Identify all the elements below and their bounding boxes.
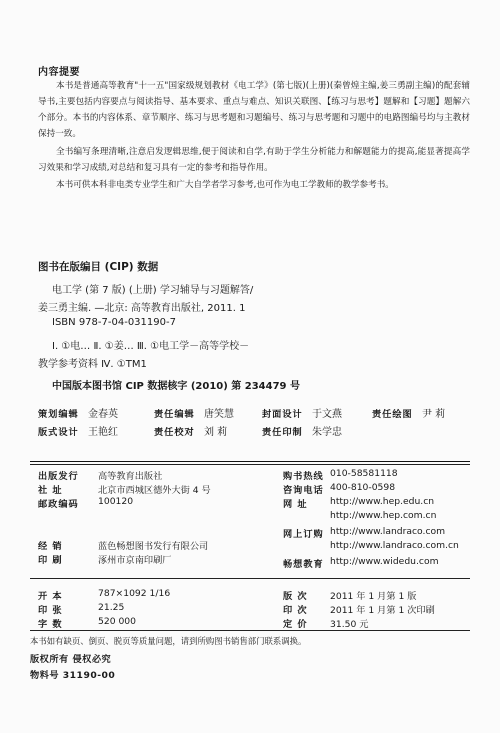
spec-value: 21.25	[98, 602, 125, 613]
summary-paragraph-2: 全书编写条理清晰,注意启发逻辑思维,便于阅读和自学,有助于学生分析能力和解题能力的提高,能显著提高学习效果和学习成绩,对总结和复习具有一定的参考和指导作用。	[38, 147, 470, 173]
credit-label: 责任绘图	[372, 409, 413, 420]
publisher-value: 400-810-0598	[330, 482, 396, 493]
publisher-label: 邮政编码	[38, 499, 79, 510]
cip-line-2: 姜三勇主编. —北京: 高等教育出版社, 2011. 1	[38, 303, 246, 314]
spec-label: 版 次	[283, 591, 308, 602]
spec-label: 定 价	[283, 619, 308, 630]
spec-value: 2011 年 1 月第 1 次印刷	[330, 605, 435, 616]
divider-bottom	[30, 630, 470, 631]
publisher-website[interactable]: http://www.hep.edu.cn	[330, 496, 435, 507]
spec-label: 印 次	[283, 605, 308, 616]
cip-heading: 图书在版编目 (CIP) 数据	[38, 261, 159, 273]
spec-label: 开 本	[38, 591, 63, 602]
item-number: 物料号 31190-00	[30, 670, 116, 681]
widedu-url[interactable]: http://www.widedu.com	[330, 556, 439, 567]
divider-top-inner	[30, 464, 470, 465]
publisher-value: 北京市西城区德外大街 4 号	[98, 485, 211, 496]
publisher-value: 010-58581118	[330, 468, 398, 479]
spec-value: 787×1092 1/16	[98, 588, 171, 599]
publisher-website[interactable]: http://www.hep.com.cn	[330, 510, 437, 521]
cip-line-1: 电工学 (第 7 版) (上册) 学习辅导与习题解答/	[52, 285, 254, 296]
publisher-value: 涿州市京南印刷厂	[98, 555, 172, 566]
publisher-label: 购书热线	[283, 471, 324, 482]
publisher-label: 印 刷	[38, 555, 63, 566]
online-order-url[interactable]: http://www.landraco.com	[330, 526, 446, 537]
divider-middle	[30, 578, 470, 579]
spec-value: 520 000	[98, 616, 136, 627]
credit-name: 唐笑慧	[204, 409, 234, 420]
cip-isbn: ISBN 978-7-04-031190-7	[52, 317, 176, 328]
credit-label: 责任校对	[154, 427, 195, 438]
credit-label: 版式设计	[38, 427, 79, 438]
credit-name: 于文燕	[312, 409, 342, 420]
publisher-value: 100120	[98, 496, 134, 507]
cip-line-5: 教学参考资料 Ⅳ. ①TM1	[38, 359, 147, 370]
publisher-label: 咨询电话	[283, 485, 324, 496]
publisher-label: 网 址	[283, 499, 308, 510]
credit-name: 朱学忠	[312, 427, 342, 438]
credit-name: 尹 莉	[422, 409, 446, 420]
summary-paragraph-3: 本书可供本科非电类专业学生和广大自学者学习参考,也可作为电工学教师的教学参考书。	[56, 180, 394, 190]
credit-label: 责任印制	[262, 427, 303, 438]
quality-notice: 本书如有缺页、倒页、脱页等质量问题，请到所购图书销售部门联系调换。	[30, 636, 307, 646]
divider-top	[30, 461, 470, 462]
credit-label: 策划编辑	[38, 409, 79, 420]
publisher-label: 社 址	[38, 485, 63, 496]
cip-line-4: Ⅰ. ①电… Ⅱ. ①姜… Ⅲ. ①电工学－高等学校－	[52, 341, 250, 352]
copyright-notice: 版权所有 侵权必究	[30, 654, 112, 665]
spec-label: 字 数	[38, 619, 63, 630]
cip-record-number: 中国版本图书馆 CIP 数据核字 (2010) 第 234479 号	[52, 381, 300, 392]
spec-value: 2011 年 1 月第 1 版	[330, 591, 417, 602]
publisher-label: 经 销	[38, 541, 63, 552]
publisher-label: 畅想教育	[283, 559, 324, 570]
credit-name: 王艳红	[88, 427, 118, 438]
online-order-url[interactable]: http://www.landraco.com.cn	[330, 540, 459, 551]
publisher-label: 网上订购	[283, 529, 324, 540]
credit-name: 刘 莉	[204, 427, 228, 438]
credit-label: 封面设计	[262, 409, 303, 420]
credit-label: 责任编辑	[154, 409, 195, 420]
price-value: 31.50 元	[330, 619, 369, 630]
summary-heading: 内容提要	[38, 67, 80, 78]
spec-label: 印 张	[38, 605, 63, 616]
credit-name: 金春英	[88, 409, 118, 420]
publisher-label: 出版发行	[38, 471, 79, 482]
summary-paragraph-1: 本书是普通高等教育"十一五"国家级规划教材《电工学》(第七版)(上册)(秦曾煌主编,姜三勇副主编)的配套辅导书,主要包括内容要点与阅读指导、基本要求、重点与难点、知识关联图、【练习与思考】题解和【习题】题解六个部分。本书的内容体系、章节顺序、练习与思考题和习题编号、练习与思考题和习题中的电路图编号均与主教材保持一致。	[38, 81, 470, 139]
publisher-value: 高等教育出版社	[98, 471, 163, 482]
publisher-value: 蓝色畅想图书发行有限公司	[98, 541, 209, 552]
